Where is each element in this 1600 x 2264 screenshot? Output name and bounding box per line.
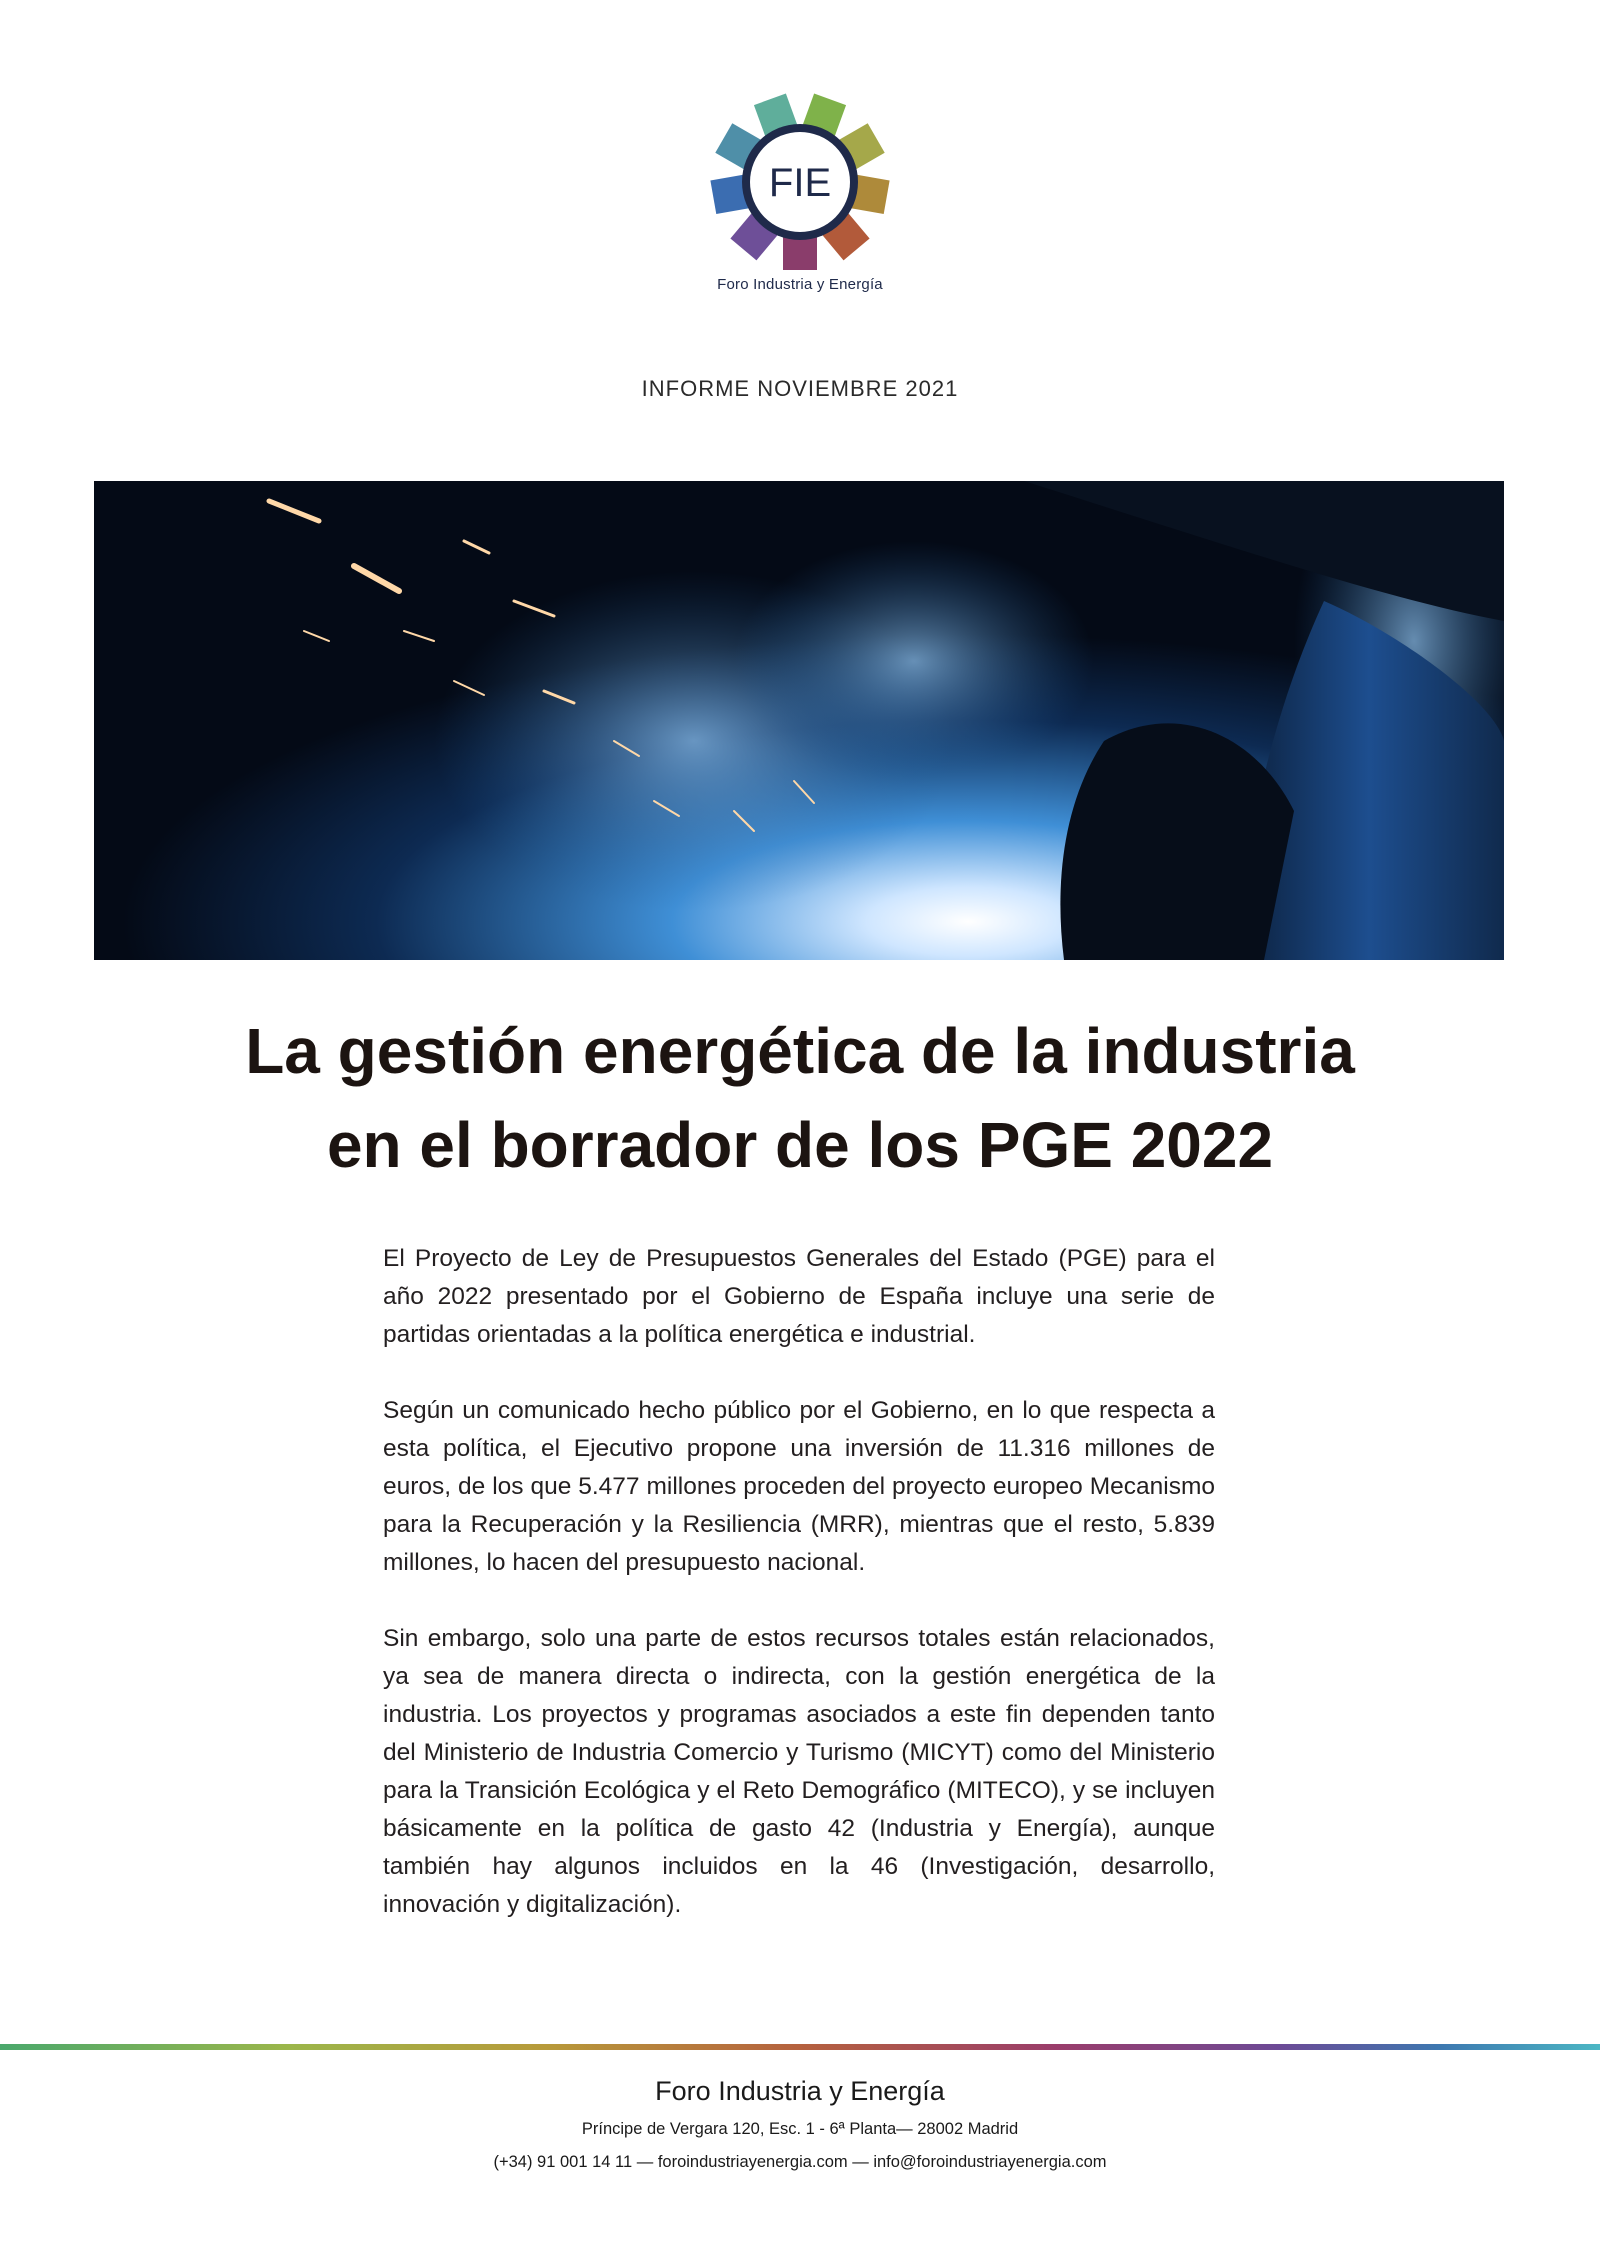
body-paragraph: Según un comunicado hecho público por el Gobierno, en lo que respecta a esta política, el Ejecutivo propone una inversión de 11.316 millones de euros, de los que 5.477 millones proceden del proyecto europeo Mecanismo para la Recuperación y la Resiliencia (MRR), mientras que el resto, 5.839 millones, lo hacen del presupuesto nacional. — [383, 1397, 1215, 1576]
title-line-1: La gestión energética de la industria — [245, 1015, 1355, 1087]
welding-photo — [94, 481, 1504, 960]
body-paragraph: Sin embargo, solo una parte de estos recursos totales están relacionados, ya sea de manera directa o indirecta, con la gestión energética de la industria. Los proyectos y programas asociados a este fin dependen tanto del Ministerio de Industria Comercio y Turismo (MICYT) como del Ministerio para la Transición Ecológica y el Reto Demográfico (MITECO), y se incluyen básicamente en la política de gasto 42 (Industria y Energía), aunque también hay algunos incluidos en la 46 (Investigación, desarrollo, innovación y digitalización). — [383, 1625, 1215, 1918]
hero-image — [94, 481, 1504, 960]
logo-abbr: FIE — [768, 161, 832, 205]
footer-address: Príncipe de Vergara 120, Esc. 1 - 6ª Planta— 28002 Madrid — [581, 2120, 1019, 2138]
footer-gradient-divider — [0, 2044, 1600, 2050]
article-body — [383, 1240, 1215, 1962]
body-paragraph: El Proyecto de Ley de Presupuestos Generales del Estado (PGE) para el año 2022 presentado por el Gobierno de España incluye una serie de partidas orientadas a la política energética e industrial. — [383, 1245, 1215, 1348]
title-line-2: en el borrador de los PGE 2022 — [326, 1109, 1274, 1181]
fie-gear-logo — [708, 90, 892, 274]
logo-name: Foro Industria y Energía — [717, 276, 883, 293]
page-title — [0, 1004, 1600, 1192]
fie-logo — [700, 90, 900, 310]
footer-contact: (+34) 91 001 14 11 — foroindustriayenergia.com — info@foroindustriayenergia.com — [493, 2153, 1107, 2171]
report-label: INFORME NOVIEMBRE 2021 — [641, 376, 959, 401]
footer-org-name: Foro Industria y Energía — [655, 2076, 945, 2106]
